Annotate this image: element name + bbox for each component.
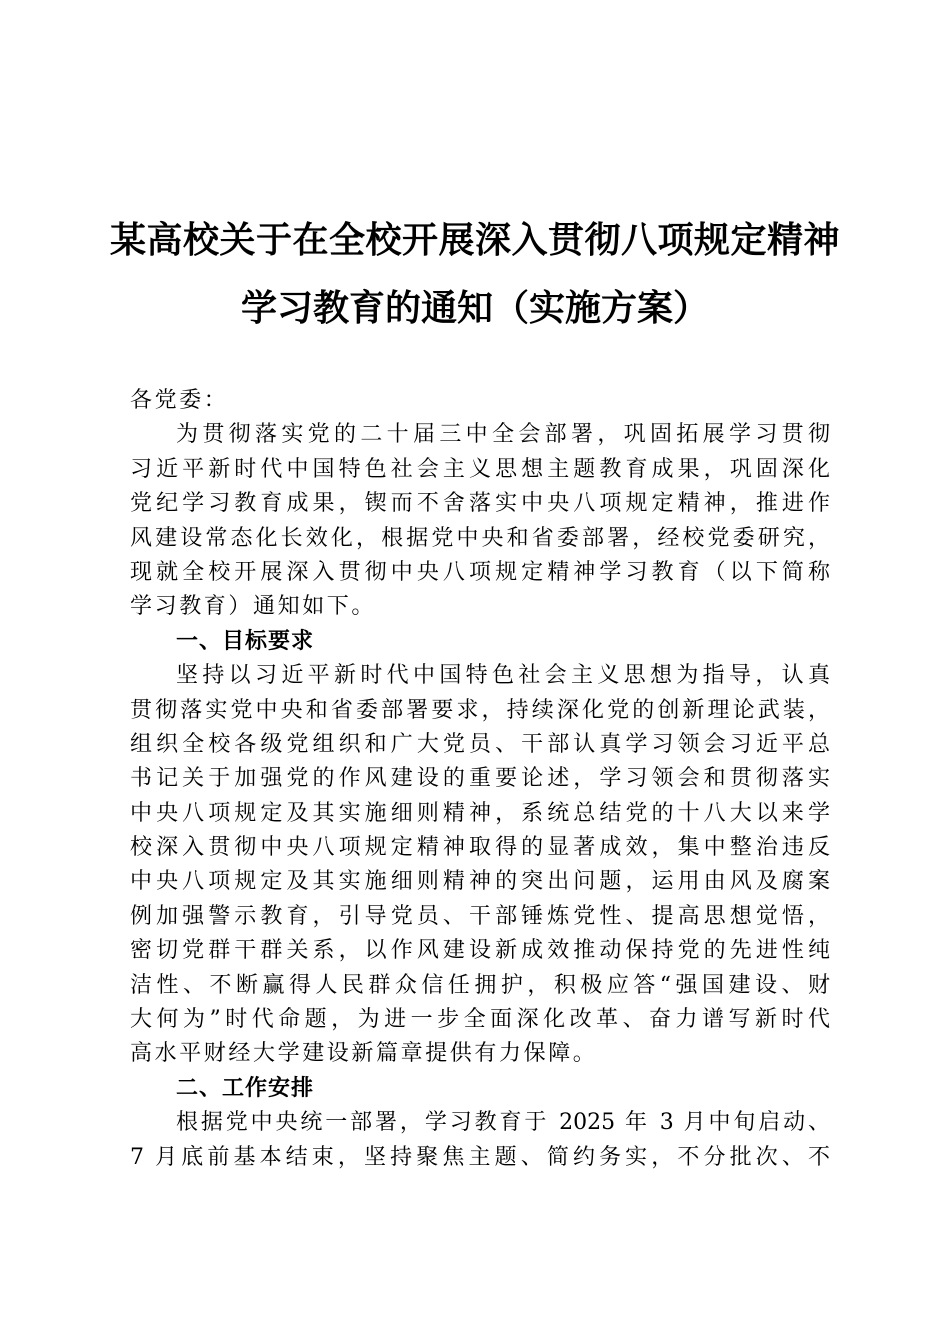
paragraph-line: 密切党群干群关系，以作风建设新成效推动保持党的先进性纯 [130, 938, 830, 964]
paragraph-line: 学习教育）通知如下。 [130, 594, 377, 620]
paragraph-line: 贯彻落实党中央和省委部署要求，持续深化党的创新理论武装， [130, 697, 830, 723]
document-title-line-2: 学习教育的通知（实施方案） [240, 287, 709, 329]
paragraph-line: 大何为”时代命题，为进一步全面深化改革、奋力谱写新时代 [130, 1007, 830, 1033]
paragraph-line: 现就全校开展深入贯彻中央八项规定精神学习教育（以下简称 [130, 559, 830, 585]
paragraph-line: 为贯彻落实党的二十届三中全会部署，巩固拓展学习贯彻 [176, 422, 830, 448]
paragraph-line: 组织全校各级党组织和广大党员、干部认真学习领会习近平总 [130, 731, 830, 757]
paragraph-line: 书记关于加强党的作风建设的重要论述，学习领会和贯彻落实 [130, 766, 830, 792]
paragraph-line: 根据党中央统一部署，学习教育于 2025 年 3 月中旬启动、 [176, 1110, 830, 1136]
paragraph-line: 风建设常态化长效化，根据党中央和省委部署，经校党委研究， [130, 525, 830, 551]
document-title-line-1: 某高校关于在全校开展深入贯彻八项规定精神 [109, 219, 840, 261]
section-heading-work-arrangement: 二、工作安排 [176, 1075, 315, 1101]
paragraph-line: 校深入贯彻中央八项规定精神取得的显著成效，集中整治违反 [130, 835, 830, 861]
paragraph-line: 洁性、不断赢得人民群众信任拥护，积极应答“强国建设、财 [130, 972, 830, 998]
section-heading-goals: 一、目标要求 [176, 628, 315, 654]
paragraph-line: 7 月底前基本结束，坚持聚焦主题、简约务实，不分批次、不 [130, 1144, 830, 1170]
paragraph-line: 习近平新时代中国特色社会主义思想主题教育成果，巩固深化 [130, 456, 830, 482]
paragraph-line: 党纪学习教育成果，锲而不舍落实中央八项规定精神，推进作 [130, 491, 830, 517]
salutation: 各党委： [130, 388, 229, 413]
paragraph-line: 例加强警示教育，引导党员、干部锤炼党性、提高思想觉悟， [130, 903, 830, 929]
paragraph-line: 坚持以习近平新时代中国特色社会主义思想为指导，认真 [176, 663, 830, 689]
paragraph-line: 高水平财经大学建设新篇章提供有力保障。 [130, 1041, 598, 1067]
paragraph-line: 中央八项规定及其实施细则精神的突出问题，运用由风及腐案 [130, 869, 830, 895]
document-body [130, 384, 830, 1175]
paragraph-line: 中央八项规定及其实施细则精神，系统总结党的十八大以来学 [130, 800, 830, 826]
